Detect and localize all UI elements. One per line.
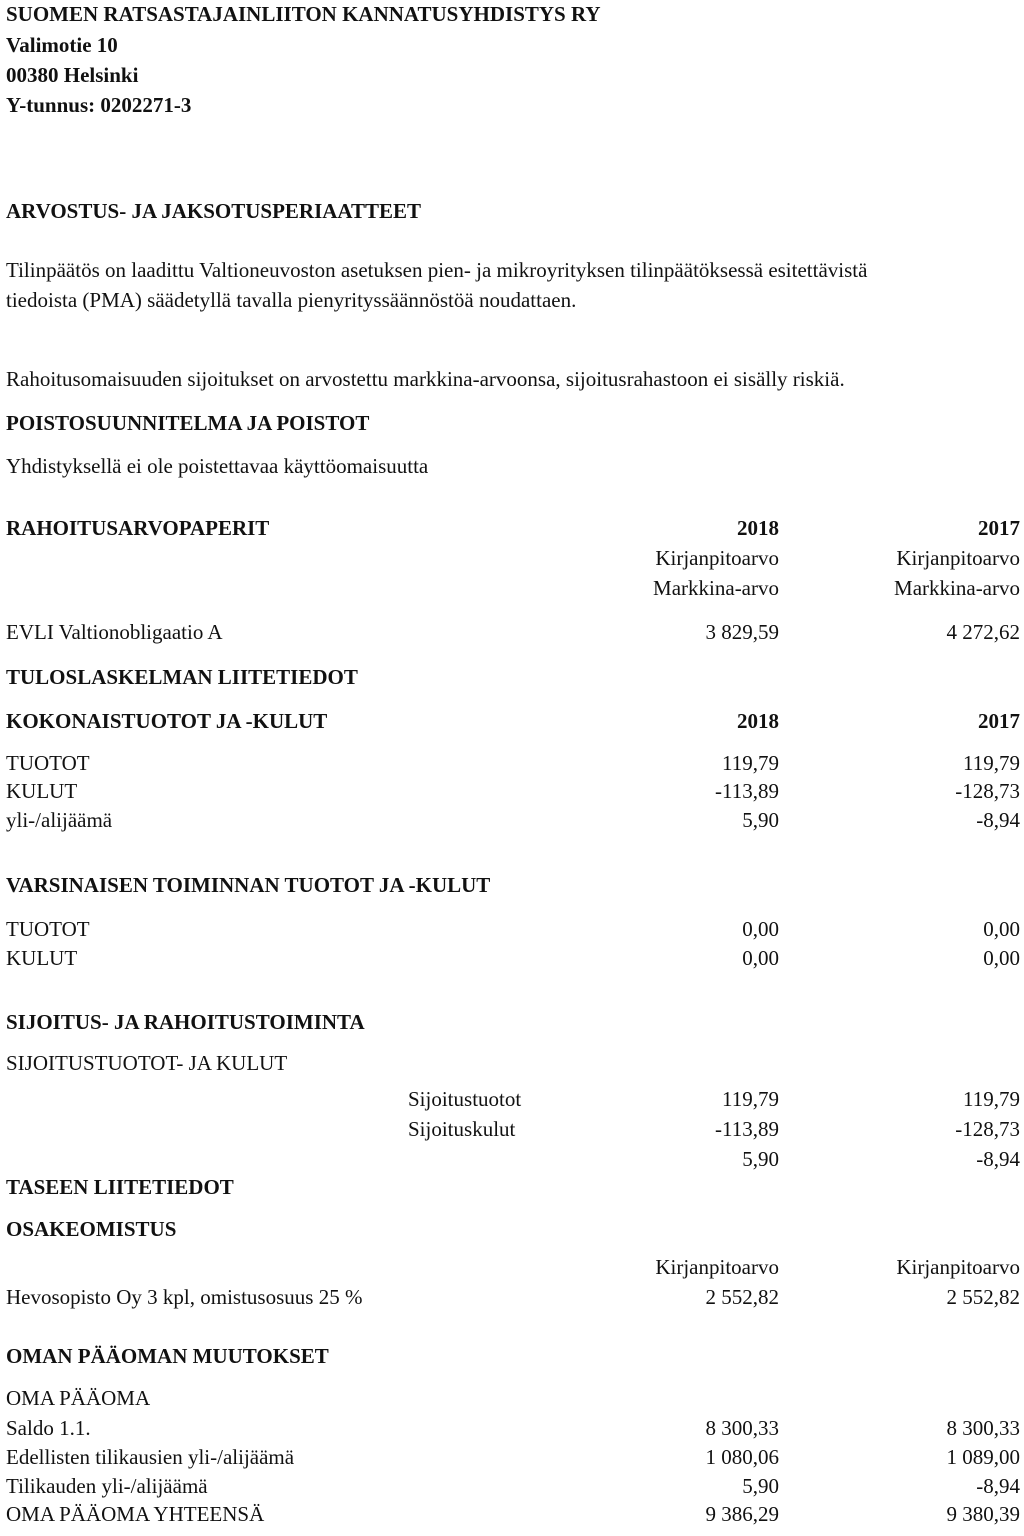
equity-row-current: 1 080,06 xyxy=(705,1445,779,1469)
total-row-label: yli-/alijäämä xyxy=(6,808,113,832)
total-year-previous: 2017 xyxy=(978,709,1020,733)
investment-subtitle: SIJOITUSTUOTOT- JA KULUT xyxy=(6,1051,288,1075)
securities-year-current: 2018 xyxy=(737,516,779,540)
investment-row-current: 119,79 xyxy=(722,1087,779,1111)
securities-row-previous: 4 272,62 xyxy=(946,620,1020,644)
equity-row-current: 5,90 xyxy=(742,1474,779,1498)
operations-row-label: TUOTOT xyxy=(6,917,90,941)
securities-row-current: 3 829,59 xyxy=(705,620,779,644)
org-business-id: Y-tunnus: 0202271-3 xyxy=(6,93,192,117)
securities-row-label: EVLI Valtionobligaatio A xyxy=(6,620,223,644)
securities-title: RAHOITUSARVOPAPERIT xyxy=(6,516,270,540)
total-year-current: 2018 xyxy=(737,709,779,733)
investment-sum-current: 5,90 xyxy=(742,1147,779,1171)
investment-title: SIJOITUS- JA RAHOITUSTOIMINTA xyxy=(6,1010,365,1034)
equity-row-previous: 8 300,33 xyxy=(946,1416,1020,1440)
total-row-previous: -128,73 xyxy=(955,779,1020,803)
investment-row-label: Sijoituskulut xyxy=(408,1117,516,1141)
equity-row-previous: 1 089,00 xyxy=(946,1445,1020,1469)
valuation-title: ARVOSTUS- JA JAKSOTUSPERIAATTEET xyxy=(6,199,422,223)
operations-row-current: 0,00 xyxy=(742,946,779,970)
equity-row-label: Tilikauden yli-/alijäämä xyxy=(6,1474,208,1498)
total-row-label: TUOTOT xyxy=(6,751,90,775)
depreciation-title: POISTOSUUNNITELMA JA POISTOT xyxy=(6,411,370,435)
depreciation-text: Yhdistyksellä ei ole poistettavaa käyttöomaisuutta xyxy=(6,454,429,478)
operations-row-label: KULUT xyxy=(6,946,78,970)
total-title: KOKONAISTUOTOT JA -KULUT xyxy=(6,709,328,733)
operations-row-previous: 0,00 xyxy=(983,946,1020,970)
operations-row-previous: 0,00 xyxy=(983,917,1020,941)
equity-row-previous: -8,94 xyxy=(976,1474,1020,1498)
investment-row-label: Sijoitustuotot xyxy=(408,1087,522,1111)
org-city: 00380 Helsinki xyxy=(6,63,139,87)
total-row-current: -113,89 xyxy=(715,779,779,803)
total-row-previous: -8,94 xyxy=(976,808,1020,832)
securities-book-value-label-current: Kirjanpitoarvo xyxy=(655,546,779,570)
securities-market-value-label-current: Markkina-arvo xyxy=(653,576,779,600)
org-street: Valimotie 10 xyxy=(6,33,118,57)
investment-sum-previous: -8,94 xyxy=(976,1147,1020,1171)
org-name: SUOMEN RATSASTAJAINLIITON KANNATUSYHDISTYS RY xyxy=(6,2,601,26)
total-row-current: 5,90 xyxy=(742,808,779,832)
securities-book-value-label-previous: Kirjanpitoarvo xyxy=(896,546,1020,570)
total-row-previous: 119,79 xyxy=(963,751,1020,775)
securities-year-previous: 2017 xyxy=(978,516,1020,540)
equity-subtitle: OMA PÄÄOMA xyxy=(6,1386,151,1410)
equity-total-previous: 9 380,39 xyxy=(946,1502,1020,1526)
equity-title: OMAN PÄÄOMAN MUUTOKSET xyxy=(6,1344,329,1368)
investment-row-previous: -128,73 xyxy=(955,1117,1020,1141)
balance-notes-title: TASEEN LIITETIEDOT xyxy=(6,1175,234,1199)
shares-col-previous: Kirjanpitoarvo xyxy=(896,1255,1020,1279)
investment-row-current: -113,89 xyxy=(715,1117,779,1141)
equity-total-current: 9 386,29 xyxy=(705,1502,779,1526)
equity-row-current: 8 300,33 xyxy=(705,1416,779,1440)
shares-title: OSAKEOMISTUS xyxy=(6,1217,177,1241)
operations-title: VARSINAISEN TOIMINNAN TUOTOT JA -KULUT xyxy=(6,873,491,897)
securities-market-value-label-previous: Markkina-arvo xyxy=(894,576,1020,600)
total-row-label: KULUT xyxy=(6,779,78,803)
equity-row-label: Edellisten tilikausien yli-/alijäämä xyxy=(6,1445,295,1469)
shares-row-previous: 2 552,82 xyxy=(946,1285,1020,1309)
valuation-paragraph-line1: Tilinpäätös on laadittu Valtioneuvoston asetuksen pien- ja mikroyrityksen tilinpäätöksessä esitettävistä xyxy=(6,258,868,282)
operations-row-current: 0,00 xyxy=(742,917,779,941)
shares-row-current: 2 552,82 xyxy=(705,1285,779,1309)
equity-row-label: Saldo 1.1. xyxy=(6,1416,91,1440)
valuation-paragraph2: Rahoitusomaisuuden sijoitukset on arvostettu markkina-arvoonsa, sijoitusrahastoon ei sisälly riskiä. xyxy=(6,367,845,391)
income-notes-title: TULOSLASKELMAN LIITETIEDOT xyxy=(6,665,358,689)
total-row-current: 119,79 xyxy=(722,751,779,775)
shares-col-current: Kirjanpitoarvo xyxy=(655,1255,779,1279)
valuation-paragraph-line2: tiedoista (PMA) säädetyllä tavalla pienyrityssäännöstöä noudattaen. xyxy=(6,288,577,312)
shares-row-label: Hevosopisto Oy 3 kpl, omistusosuus 25 % xyxy=(6,1285,363,1309)
investment-row-previous: 119,79 xyxy=(963,1087,1020,1111)
equity-total-label: OMA PÄÄOMA YHTEENSÄ xyxy=(6,1502,265,1526)
